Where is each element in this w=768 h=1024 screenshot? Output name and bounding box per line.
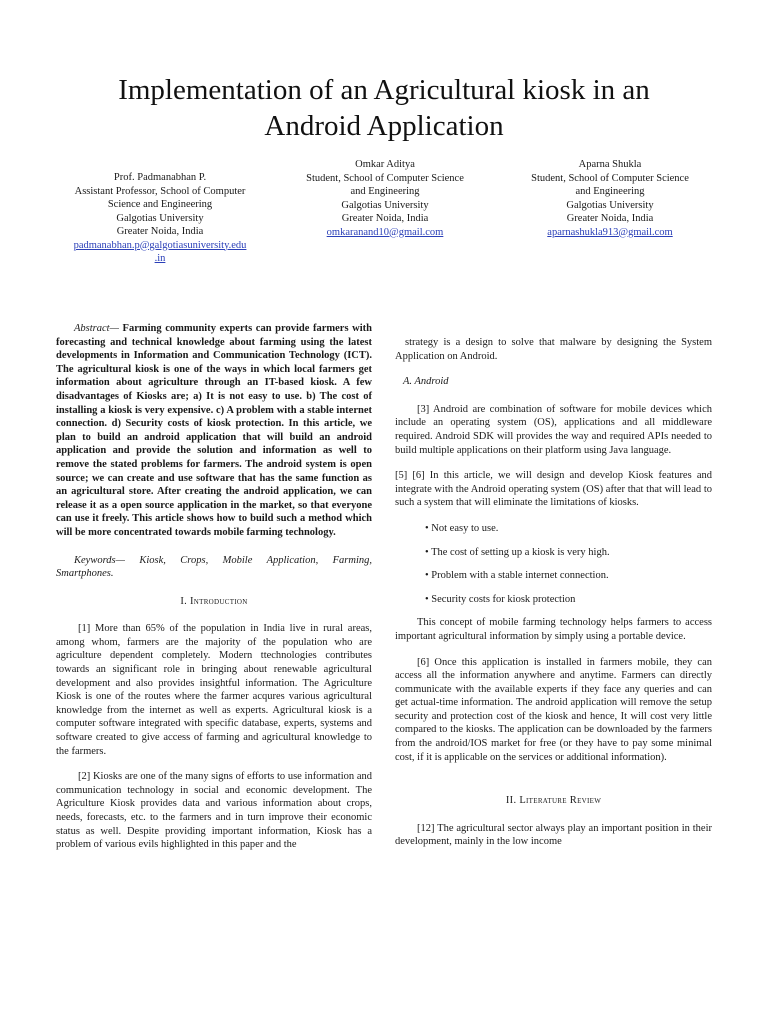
subsection-heading-android: A. Android [403,376,449,388]
list-item: • Problem with a stable internet connection. [425,570,609,582]
intro-paragraph-1: [1] More than 65% of the population in India live in rural areas, among whom, farmers are the majority of the population who are agriculture dependent completely. Modern ttechnologies contributes towards an significant role in bringing about renewable agricultural development and also provides insightful information. The Agriculture Kiosk is one of the routes where the farmer acqures various agricultural knowledge from the internet as well as experts. Agricultural kiosk is a computer software integrated with specific database, experts, systems and software created to give access of farming and agricultural knowledge to the farmers. [56,623,372,757]
list-item: • Not easy to use. [425,522,499,534]
author-affiliation-line: Galgotias University [341,199,429,211]
android-paragraph-3: This concept of mobile farming technology helps farmers to access important agricultural information by simply using a portable device. [395,617,712,642]
section-heading-introduction: I. Introduction [180,595,248,607]
paper-title-line-2: Android Application [264,110,504,142]
author-affiliation-line: and Engineering [350,186,420,197]
author-affiliation-line: Science and Engineering [107,199,213,210]
author-affiliation-line: Galgotias University [116,212,204,224]
author-block-3 [500,158,720,239]
author-affiliation-line: Assistant Professor, School of Computer [74,185,246,197]
keywords-line: Keywords— Kiosk, Crops, Mobile Application, Farming, Smartphones. [56,554,372,580]
abstract-label: Abstract— [74,323,119,334]
author-affiliation-line: Greater Noida, India [116,226,204,237]
author-name: Prof. Padmanabhan P. [113,172,207,183]
abstract-text: Farming community experts can provide farmers with forecasting and technical knowledge about farming using the latest developments in Information and Communication Technology (ICT). The agricultural kiosk is one of the ways in which local farmers get information about agriculture through an IT-based kiosk. A few disadvantages of Kiosks are; a) It is not easy to use. b) The cost of installing a kiosk is very expensive. c) A problem with a stable internet connection. d) Security costs of kiosk protection. In this article, we plan to build an android application that will build an android application and provide the solution and information as well to remove the stated problems for farmers. The android system is open source; we can create and use software that has the same function as an agricultural store. After creating the android application, we can release it as a open source application in the market, so that everyone can use it freely. This article shows how to build such a method which will be more concentrated towards mobile farming technology. [56,323,372,538]
right-column [395,336,712,861]
author-email-link[interactable]: aparnashukla913@gmail.com [547,226,673,238]
list-item: • Security costs for kiosk protection [425,593,576,605]
literature-paragraph-1: [12] The agricultural sector always play an important position in their development, mainly in the low income [395,822,712,848]
paper-title [60,72,708,144]
author-email-link-continued[interactable]: .in [154,253,166,264]
intro-paragraph-2: [2] Kiosks are one of the many signs of efforts to use information and communication technology in social and economic development. The Agriculture Kiosk provides data and various information about crops, needs, forecasts, etc. to the farmers and in turn improve their economic status as well. Despite providing important information, Kiosk has a problem of various evils highlighted in this paper and the [56,771,372,851]
android-paragraph-1: [3] Android are combination of software for mobile devices which include an operating system (OS), applications and all middleware required. Android SDK will provides the way and required APIs needed to build multiple applications on their platform using Java language. [395,403,712,456]
left-column [56,322,372,864]
continued-paragraph: strategy is a design to solve that malware by designing the System Application on Android. [395,337,712,362]
author-email-link[interactable]: padmanabhan.p@galgotiasuniversity.edu [73,239,247,251]
author-affiliation-line: Student, School of Computer Science [306,172,464,184]
author-affiliation-line: and Engineering [575,186,645,197]
author-block-2 [275,158,495,239]
author-affiliation-line: Greater Noida, India [341,213,429,224]
list-item: • The cost of setting up a kiosk is very high. [425,546,610,558]
android-paragraph-4: [6] Once this application is installed in farmers mobile, they can access all the information anywhere and anytime. Farmers can directly communicate with the available experts if they face any queries and can get actual-time information. The android application will remove the setup security and protection cost of the kiosk and hence, It will cost very little compared to the kiosks. The application can be downloaded by the farmers from the android/IOS market for free (or they have to pay some minimal cost, if it is applicable on the services or additional information). [395,656,712,763]
android-paragraph-2: [5] [6] In this article, we will design and develop Kiosk features and integrate with the Android operating system (OS) after that that will lead to such a system that will eliminate the limitations of kiosks. [395,470,712,509]
author-name: Omkar Aditya [355,159,415,170]
paper-title-line-1: Implementation of an Agricultural kiosk in an [118,74,650,106]
author-affiliation-line: Student, School of Computer Science [531,172,689,184]
author-affiliation-line: Greater Noida, India [566,213,654,224]
abstract-paragraph [56,322,372,540]
limitations-list [395,522,712,606]
author-name: Aparna Shukla [578,159,642,170]
author-block-1 [50,171,270,266]
author-email-link[interactable]: omkaranand10@gmail.com [326,226,444,238]
section-heading-literature-review: II. Literature Review [505,795,602,807]
author-affiliation-line: Galgotias University [566,199,654,211]
